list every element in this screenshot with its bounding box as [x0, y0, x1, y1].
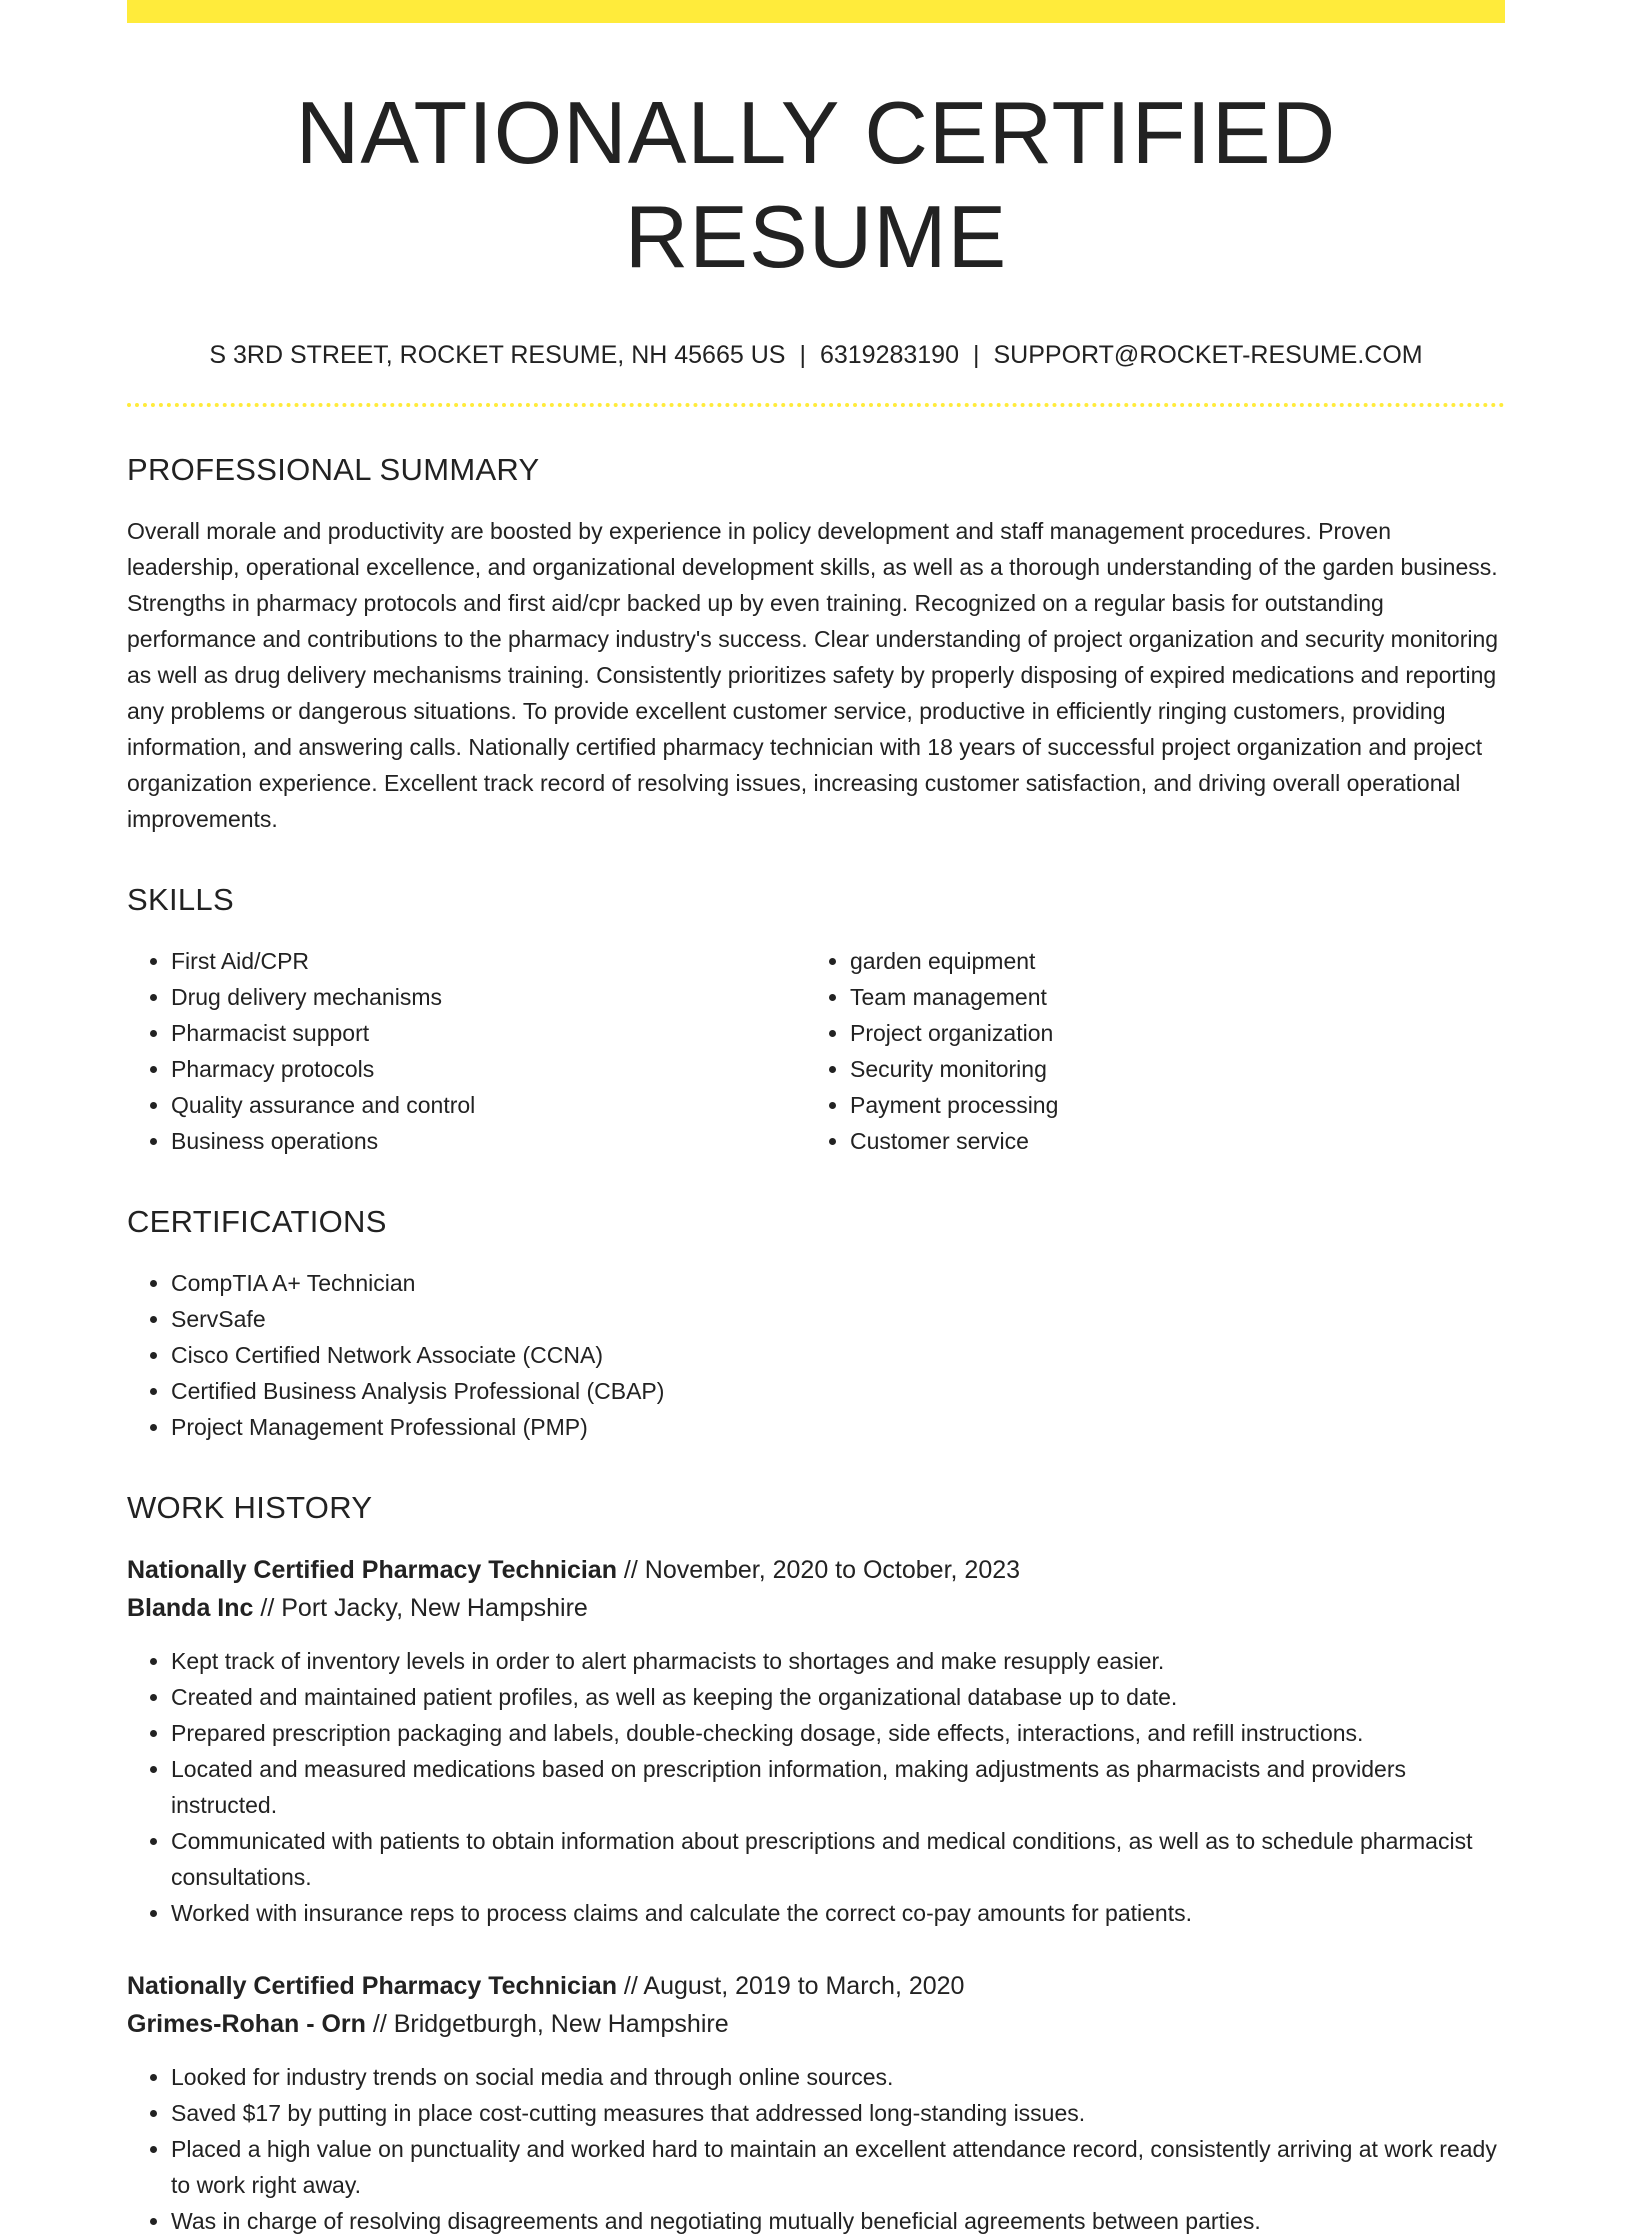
job-company: Blanda Inc — [127, 1594, 254, 1622]
job-role: Nationally Certified Pharmacy Technician — [127, 1972, 617, 2000]
job-divider: // — [623, 1972, 638, 2000]
job-duty: • Located and measured medications based on prescription information, making adjustments as pharmacists and providers instructed. — [171, 1751, 1505, 1823]
skills-right-list — [806, 943, 1485, 1159]
job-role: Nationally Certified Pharmacy Technician — [127, 1556, 617, 1584]
contact-email: SUPPORT@ROCKET-RESUME.COM — [993, 341, 1423, 369]
job-entry — [127, 1551, 1505, 1931]
job-duty: • Communicated with patients to obtain information about prescriptions and medical conditions, as well as to schedule pharmacist consultations. — [171, 1823, 1505, 1895]
certifications-list — [127, 1265, 1505, 1445]
job-dates: November, 2020 to October, 2023 — [644, 1556, 1021, 1584]
certification-item: • CompTIA A+ Technician — [171, 1265, 1505, 1301]
job-duties-list — [127, 2059, 1505, 2239]
job-duty: • Looked for industry trends on social media and through online sources. — [171, 2059, 1505, 2095]
job-divider: // — [623, 1556, 638, 1584]
job-duty: • Worked with insurance reps to process claims and calculate the correct co-pay amounts for patients. — [171, 1895, 1505, 1931]
skill-item: • Project organization — [850, 1015, 1485, 1051]
job-duty: • Prepared prescription packaging and labels, double-checking dosage, side effects, interactions, and refill instructions. — [171, 1715, 1505, 1751]
job-divider: // — [260, 1594, 275, 1622]
job-entry — [127, 1967, 1505, 2239]
certification-item: • Certified Business Analysis Professional (CBAP) — [171, 1373, 1505, 1409]
job-duty: • Kept track of inventory levels in order to alert pharmacists to shortages and make resupply easier. — [171, 1643, 1505, 1679]
skill-item: • First Aid/CPR — [171, 943, 806, 979]
skill-item: • Payment processing — [850, 1087, 1485, 1123]
skill-item: • Quality assurance and control — [171, 1087, 806, 1123]
job-dates: August, 2019 to March, 2020 — [643, 1972, 965, 2000]
job-duties-list — [127, 1643, 1505, 1931]
certification-item: • Cisco Certified Network Associate (CCNA) — [171, 1337, 1505, 1373]
skills-columns — [127, 943, 1505, 1159]
skill-item: • garden equipment — [850, 943, 1485, 979]
job-role-line — [127, 1967, 1505, 2005]
contact-line — [127, 339, 1505, 371]
skills-left-list — [127, 943, 806, 1159]
job-company-line — [127, 1589, 1505, 1627]
skill-item: • Team management — [850, 979, 1485, 1015]
contact-address: S 3RD STREET, ROCKET RESUME, NH 45665 US — [209, 341, 786, 369]
contact-separator: | — [973, 341, 980, 369]
certifications-heading: CERTIFICATIONS — [127, 1204, 387, 1239]
job-duty: • Saved $17 by putting in place cost-cutting measures that addressed long-standing issues. — [171, 2095, 1505, 2131]
skill-item: • Security monitoring — [850, 1051, 1485, 1087]
dotted-divider — [127, 403, 1505, 407]
summary-text: Overall morale and productivity are boosted by experience in policy development and staff management procedures. Proven leadership, operational excellence, and organizational development skills, as well as a thorough understanding of the garden business. Strengths in pharmacy protocols and first aid/cpr backed up by even training. Recognized on a regular basis for outstanding performance and contributions to the pharmacy industry's success. Clear understanding of project organization and security monitoring as well as drug delivery mechanisms training. Consistently prioritizes safety by properly disposing of expired medications and reporting any problems or dangerous situations. To provide excellent customer service, productive in efficiently ringing customers, providing information, and answering calls. Nationally certified pharmacy technician with 18 years of successful project organization and project organization experience. Excellent track record of resolving issues, increasing customer satisfaction, and driving overall operational improvements. — [127, 518, 1499, 832]
job-divider: // — [372, 2010, 387, 2038]
skill-item: • Pharmacy protocols — [171, 1051, 806, 1087]
job-location: Port Jacky, New Hampshire — [281, 1594, 588, 1622]
skills-heading: SKILLS — [127, 882, 234, 917]
work-history-heading: WORK HISTORY — [127, 1490, 373, 1525]
skill-item: • Customer service — [850, 1123, 1485, 1159]
job-company-line — [127, 2005, 1505, 2043]
job-duty: • Created and maintained patient profiles, as well as keeping the organizational database up to date. — [171, 1679, 1505, 1715]
resume-content — [127, 23, 1505, 2239]
certification-item: • Project Management Professional (PMP) — [171, 1409, 1505, 1445]
certification-item: • ServSafe — [171, 1301, 1505, 1337]
job-role-line — [127, 1551, 1505, 1589]
resume-title: NATIONALLY CERTIFIED RESUME — [295, 83, 1337, 286]
skills-right-column — [806, 943, 1485, 1159]
job-duty: • Placed a high value on punctuality and worked hard to maintain an excellent attendance record, consistently arriving at work ready to work right away. — [171, 2131, 1505, 2203]
job-duty: • Was in charge of resolving disagreements and negotiating mutually beneficial agreements between parties. — [171, 2203, 1505, 2239]
skill-item: • Business operations — [171, 1123, 806, 1159]
summary-heading: PROFESSIONAL SUMMARY — [127, 452, 540, 487]
contact-separator: | — [799, 341, 806, 369]
skills-left-column — [127, 943, 806, 1159]
accent-top-bar — [127, 0, 1505, 23]
job-location: Bridgetburgh, New Hampshire — [393, 2010, 729, 2038]
skill-item: • Drug delivery mechanisms — [171, 979, 806, 1015]
skill-item: • Pharmacist support — [171, 1015, 806, 1051]
job-company: Grimes-Rohan - Orn — [127, 2010, 366, 2038]
contact-phone: 6319283190 — [819, 341, 959, 369]
